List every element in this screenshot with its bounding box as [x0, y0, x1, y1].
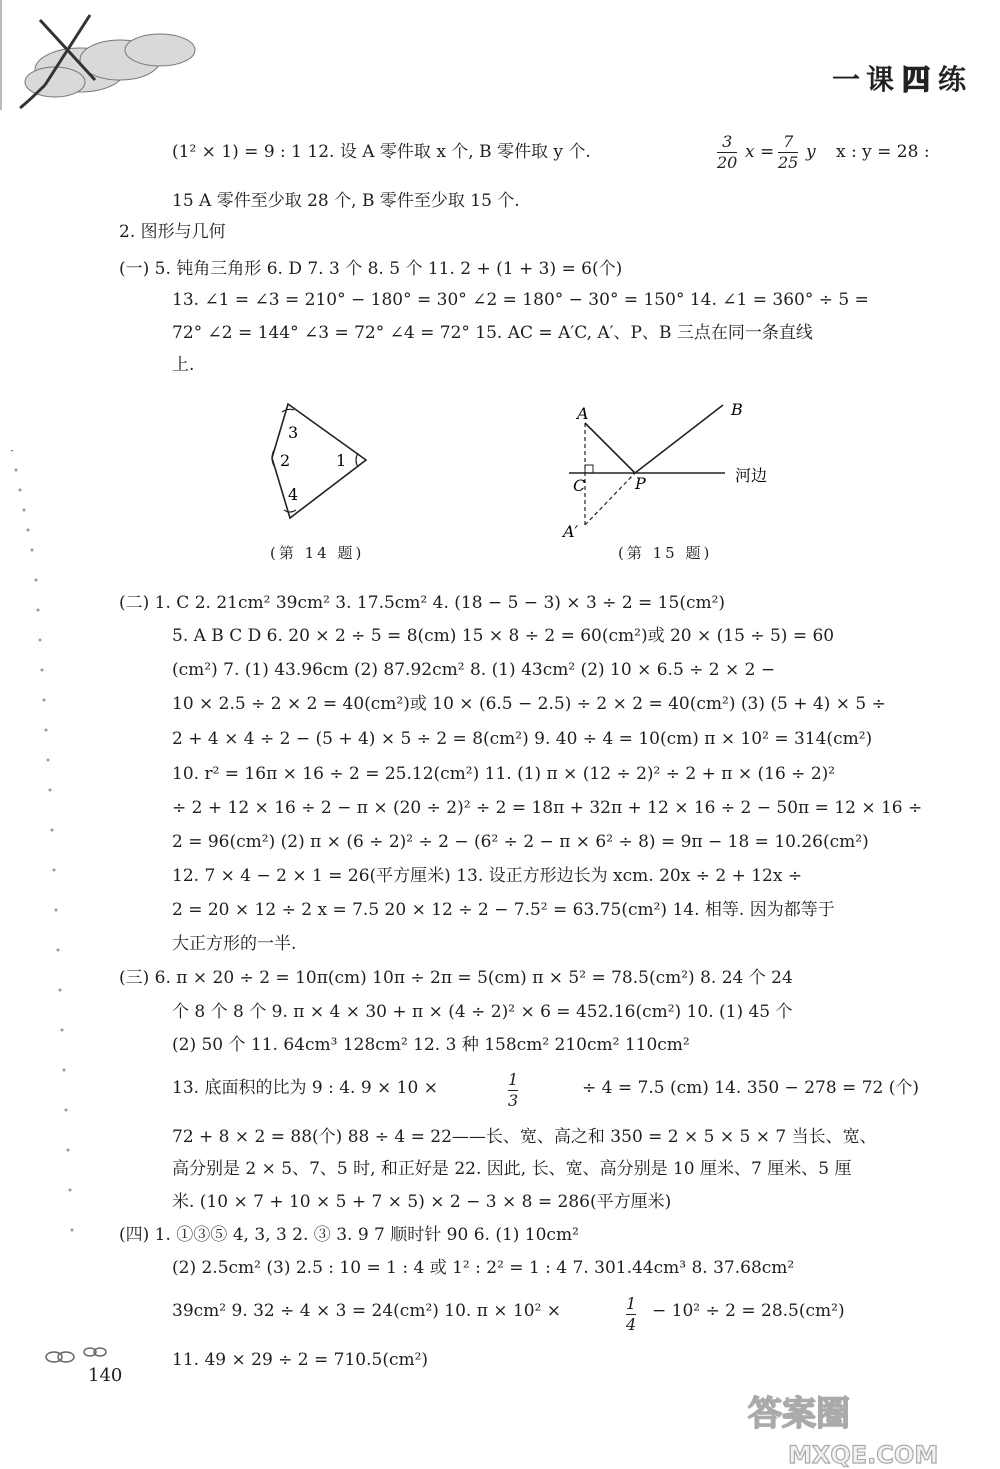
answer-line: 72° ∠2 = 144° ∠3 = 72° ∠4 = 72° 15. AC = A′C, A′、P、B 三点在同一条直线 — [172, 323, 813, 343]
answer-line: 2. 图形与几何 — [119, 222, 226, 242]
answer-line: 5. A B C D 6. 20 × 2 ÷ 5 = 8(cm) 15 × 8 ÷ 2 = 60(cm²)或 20 × (15 ÷ 5) = 60 — [172, 626, 835, 646]
answer-line: ÷ 4 = 7.5 (cm) 14. 350 − 278 = 72 (个) — [582, 1078, 920, 1098]
page-number: 140 — [88, 1365, 123, 1386]
brand-mid: 四 — [901, 63, 936, 96]
answer-line: − 10² ÷ 2 = 28.5(cm²) — [652, 1301, 845, 1321]
q15-label-A-prime: A′ — [563, 522, 579, 541]
answer-line: 2 = 20 × 12 ÷ 2 x = 7.5 20 × 12 ÷ 2 − 7.5² = 63.75(cm²) 14. 相等. 因为都等于 — [172, 900, 835, 920]
q14-label-4: 4 — [288, 485, 299, 504]
q15-label-C: C — [573, 476, 586, 495]
fraction-numerator: 7 — [783, 132, 794, 151]
watermark-url: MXQE.COM — [788, 1441, 939, 1469]
figure-q15-river — [555, 395, 795, 545]
answer-line: (cm²) 7. (1) 43.96cm (2) 87.92cm² 8. (1) 43cm² (2) 10 × 6.5 ÷ 2 × 2 − — [172, 660, 776, 680]
answer-line: (四) 1. ①③⑤ 4, 3, 3 2. ③ 3. 9 7 顺时针 90 6. (1) 10cm² — [119, 1225, 579, 1245]
fraction-denominator: 4 — [626, 1315, 637, 1334]
fraction-numerator: 1 — [508, 1070, 519, 1089]
answer-line: (一) 5. 钝角三角形 6. D 7. 3 个 8. 5 个 11. 2 + (1 + 3) = 6(个) — [119, 259, 623, 279]
answer-line: (二) 1. C 2. 21cm² 39cm² 3. 17.5cm² 4. (18 − 5 − 3) × 3 ÷ 2 = 15(cm²) — [119, 593, 726, 613]
answer-line: x : y = 28 : — [836, 142, 930, 162]
q15-label-A: A — [577, 404, 589, 423]
answer-line: (1² × 1) = 9 : 1 12. 设 A 零件取 x 个, B 零件取 y 个. — [172, 142, 591, 162]
fraction — [717, 132, 737, 172]
fraction-denominator: 25 — [778, 153, 799, 172]
q14-label-3: 3 — [288, 423, 299, 442]
answer-line: 2 + 4 × 4 ÷ 2 − (5 + 4) × 5 ÷ 2 = 8(cm²) 9. 40 ÷ 4 = 10(cm) π × 10² = 314(cm²) — [172, 729, 873, 749]
answer-line: 米. (10 × 7 + 10 × 5 + 7 × 5) × 2 − 3 × 8 = 286(平方厘米) — [172, 1192, 672, 1212]
answer-line: 39cm² 9. 32 ÷ 4 × 3 = 24(cm²) 10. π × 10² × — [172, 1301, 562, 1321]
brand-left: 一课 — [831, 63, 900, 96]
fraction-suffix: y — [806, 142, 816, 162]
answer-line: 13. 底面积的比为 9 : 4. 9 × 10 × — [172, 1078, 438, 1098]
fraction-numerator: 3 — [722, 132, 733, 151]
q15-label-B: B — [731, 400, 743, 419]
answer-line: ÷ 2 + 12 × 16 ÷ 2 − π × (20 ÷ 2)² ÷ 2 = 18π + 32π + 12 × 16 ÷ 2 − 50π = 12 × 16 ÷ — [172, 798, 923, 818]
answer-line: 10 × 2.5 ÷ 2 × 2 = 40(cm²)或 10 × (6.5 − 2.5) ÷ 2 × 2 = 40(cm²) (3) (5 + 4) × 5 ÷ — [172, 694, 886, 714]
answer-line: 上. — [172, 355, 195, 375]
fraction-denominator: 20 — [717, 153, 738, 172]
answer-line: 11. 49 × 29 ÷ 2 = 710.5(cm²) — [172, 1350, 429, 1370]
q15-label-riverside: 河边 — [735, 466, 768, 485]
answer-line: (2) 50 个 11. 64cm³ 128cm² 12. 3 种 158cm² 210cm² 110cm² — [172, 1035, 690, 1055]
answer-line: 2 = 96(cm²) (2) π × (6 ÷ 2)² ÷ 2 − (6² ÷ 2 − π × 6² ÷ 8) = 9π − 18 = 10.26(cm²) — [172, 832, 869, 852]
answer-line: 个 8 个 8 个 9. π × 4 × 30 + π × (4 ÷ 2)² × 6 = 452.16(cm²) 10. (1) 45 个 — [172, 1002, 793, 1022]
fraction-suffix: x = — [745, 142, 775, 162]
answer-line: 高分别是 2 × 5、7、5 时, 和正好是 22. 因此, 长、宽、高分别是 10 厘米、7 厘米、5 厘 — [172, 1159, 852, 1179]
answer-line: 12. 7 × 4 − 2 × 1 = 26(平方厘米) 13. 设正方形边长为 xcm. 20x ÷ 2 + 12x ÷ — [172, 866, 803, 886]
q14-label-1: 1 — [336, 451, 347, 470]
figure-q14-quadrilateral — [262, 398, 382, 524]
fraction — [778, 132, 798, 172]
answer-line: 15 A 零件至少取 28 个, B 零件至少取 15 个. — [172, 191, 520, 211]
q14-label-2: 2 — [280, 451, 291, 470]
q14-caption: (第 14 题) — [270, 544, 365, 562]
q15-label-P: P — [635, 474, 646, 493]
q15-caption: (第 15 题) — [618, 544, 713, 562]
answer-line: 13. ∠1 = ∠3 = 210° − 180° = 30° ∠2 = 180° − 30° = 150° 14. ∠1 = 360° ÷ 5 = — [172, 290, 869, 310]
answer-line: (2) 2.5cm² (3) 2.5 : 10 = 1 : 4 或 1² : 2² = 1 : 4 7. 301.44cm³ 8. 37.68cm² — [172, 1258, 795, 1278]
fraction-denominator: 3 — [508, 1091, 519, 1110]
fraction — [626, 1294, 636, 1334]
fraction — [508, 1070, 518, 1110]
answer-line: 72 + 8 × 2 = 88(个) 88 ÷ 4 = 22——长、宽、高之和 350 = 2 × 5 × 5 × 7 当长、宽、 — [172, 1127, 877, 1147]
site-watermark-logo — [728, 1385, 988, 1469]
fraction-numerator: 1 — [626, 1294, 637, 1313]
watermark-title: 答案圈 — [748, 1394, 850, 1434]
answer-line: (三) 6. π × 20 ÷ 2 = 10π(cm) 10π ÷ 2π = 5(cm) π × 5² = 78.5(cm²) 8. 24 个 24 — [119, 968, 793, 988]
answer-line: 大正方形的一半. — [172, 934, 297, 954]
brand-right: 练 — [937, 63, 972, 96]
answer-line: 10. r² = 16π × 16 ÷ 2 = 25.12(cm²) 11. (1) π × (12 ÷ 2)² ÷ 2 + π × (16 ÷ 2)² — [172, 764, 836, 784]
